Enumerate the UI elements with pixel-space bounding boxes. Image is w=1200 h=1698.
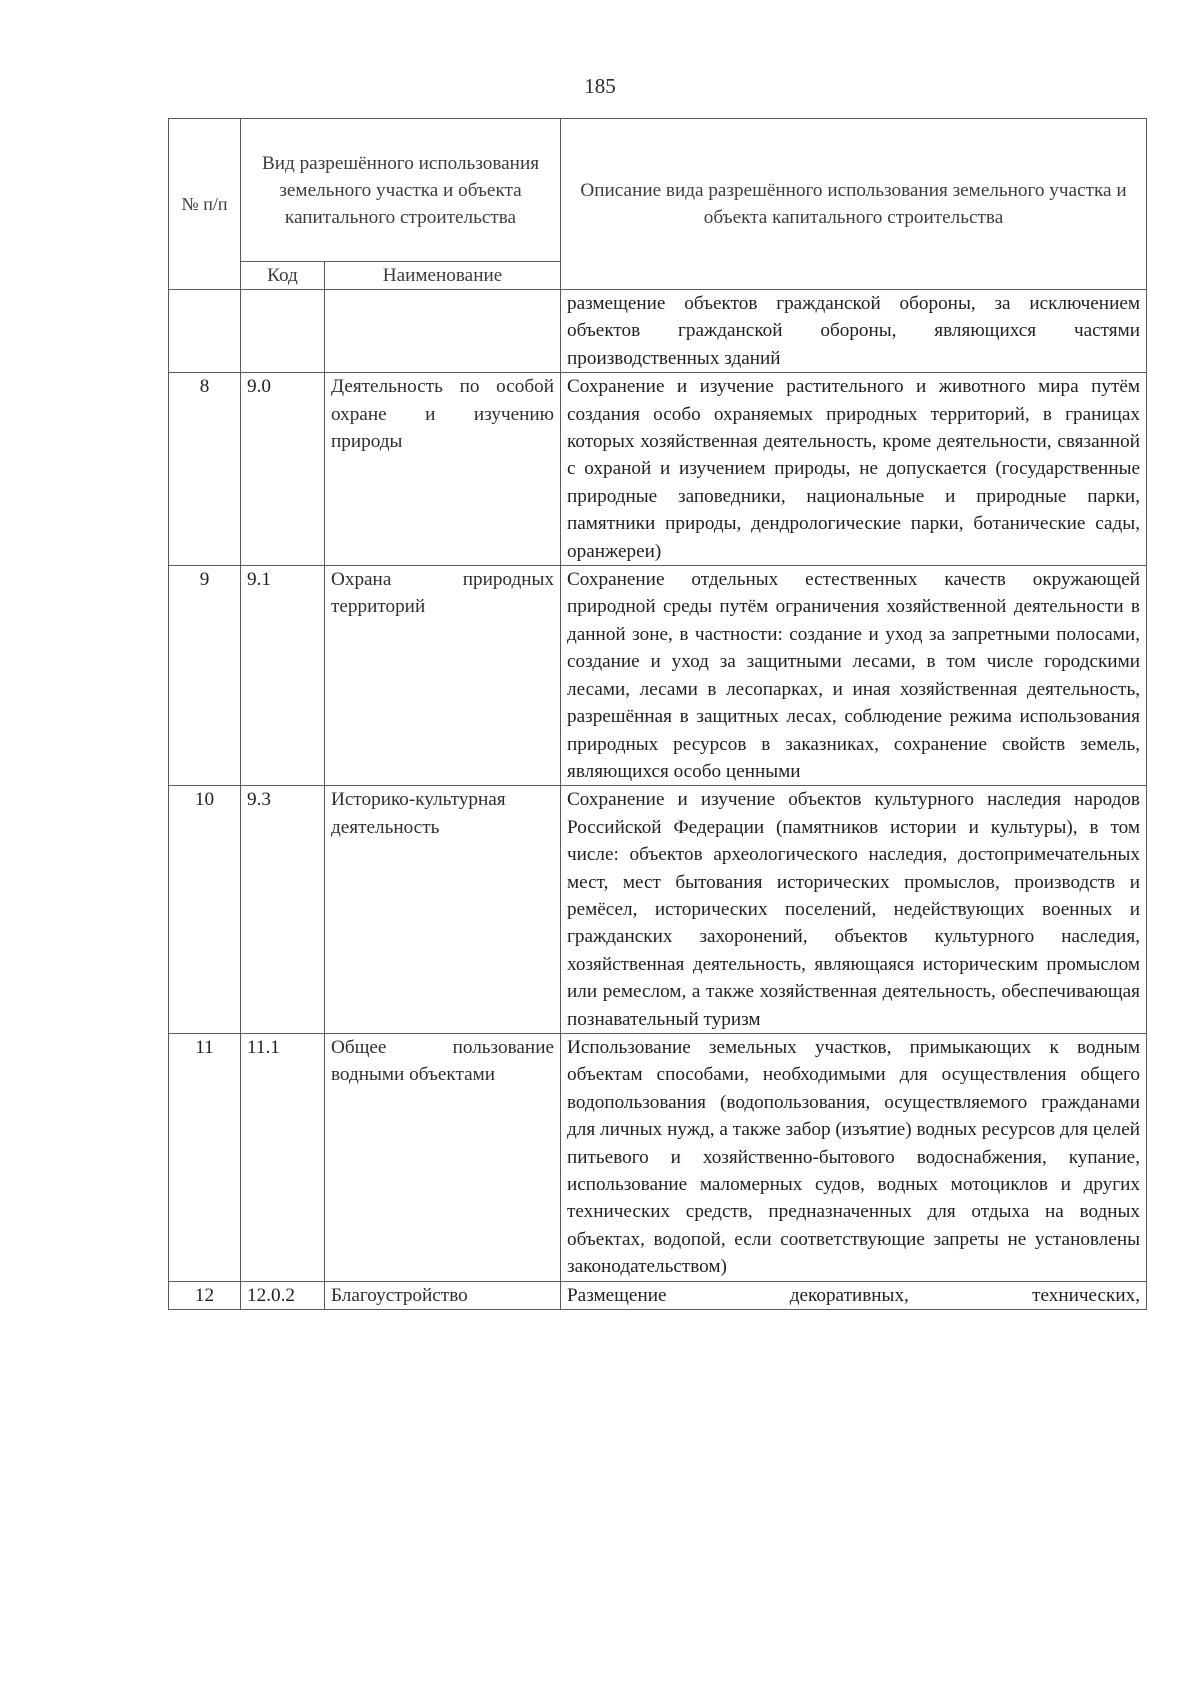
row-number: 12 <box>169 1281 241 1309</box>
row-name: Благоустройство <box>325 1281 561 1309</box>
row-code: 9.1 <box>241 566 325 786</box>
row-code: 11.1 <box>241 1033 325 1281</box>
row-description: Сохранение и изучение растительного и животного мира путём создания особо охраняемых природных территорий, в границах которых хозяйственная деятельность, кроме деятельности, связанной с охраной и изучением природы, не допускается (государственные природные заповедники, национальные и природные парки, памятники природы, дендрологические парки, ботанические сады, оранжереи) <box>561 373 1147 566</box>
row-code: 9.0 <box>241 373 325 566</box>
row-name: Общее пользование водными объектами <box>325 1033 561 1281</box>
header-description: Описание вида разрешённого использования земельного участка и объекта капитального строительства <box>561 119 1147 290</box>
header-number: № п/п <box>169 119 241 290</box>
row-description: размещение объектов гражданской обороны, за исключением объектов гражданской обороны, являющихся частями производственных зданий <box>561 290 1147 373</box>
land-use-table <box>168 118 1147 1310</box>
table-row <box>169 566 1147 786</box>
page-number: 185 <box>584 74 616 98</box>
header-name: Наименование <box>325 262 561 290</box>
row-description: Размещение декоративных, технических, <box>561 1281 1147 1309</box>
row-code: 12.0.2 <box>241 1281 325 1309</box>
table-row <box>169 373 1147 566</box>
table-row <box>169 786 1147 1034</box>
row-name: Охрана природных территорий <box>325 566 561 786</box>
table-row <box>169 290 1147 373</box>
row-number: 9 <box>169 566 241 786</box>
row-number: 8 <box>169 373 241 566</box>
row-description: Сохранение отдельных естественных качеств окружающей природной среды путём ограничения хозяйственной деятельности в данной зоне, в частности: создание и уход за запретными полосами, создание и уход за защитными лесами, в том числе городскими лесами, лесами в лесопарках, и иная хозяйственная деятельность, разрешённая в защитных лесах, соблюдение режима использования природных ресурсов в заказниках, сохранение свойств земель, являющихся особо ценными <box>561 566 1147 786</box>
row-name: Деятельность по особой охране и изучению природы <box>325 373 561 566</box>
header-permitted-use-type: Вид разрешённого использования земельного участка и объекта капитального строительства <box>241 119 561 262</box>
row-description: Сохранение и изучение объектов культурного наследия народов Российской Федерации (памятников истории и культуры), в том числе: объектов археологического наследия, достопримечательных мест, мест бытования исторических промыслов, производств и ремёсел, исторических поселений, недействующих военных и гражданских захоронений, объектов культурного наследия, хозяйственная деятельность, являющаяся историческим промыслом или ремеслом, а также хозяйственная деятельность, обеспечивающая познавательный туризм <box>561 786 1147 1034</box>
table-row <box>169 1033 1147 1281</box>
table-row <box>169 1281 1147 1309</box>
row-name: Историко-культурная деятельность <box>325 786 561 1034</box>
row-code: 9.3 <box>241 786 325 1034</box>
table-header-row <box>169 119 1147 262</box>
row-number: 10 <box>169 786 241 1034</box>
row-description: Использование земельных участков, примыкающих к водным объектам способами, необходимыми для осуществления общего водопользования (водопользования, осуществляемого гражданами для личных нужд, а также забор (изъятие) водных ресурсов для целей питьевого и хозяйственно-бытового водоснабжения, купание, использование маломерных судов, водных мотоциклов и других технических средств, предназначенных для отдыха на водных объектах, водопой, если соответствующие запреты не установлены законодательством) <box>561 1033 1147 1281</box>
row-code <box>241 290 325 373</box>
header-code: Код <box>241 262 325 290</box>
row-name <box>325 290 561 373</box>
row-number <box>169 290 241 373</box>
row-number: 11 <box>169 1033 241 1281</box>
